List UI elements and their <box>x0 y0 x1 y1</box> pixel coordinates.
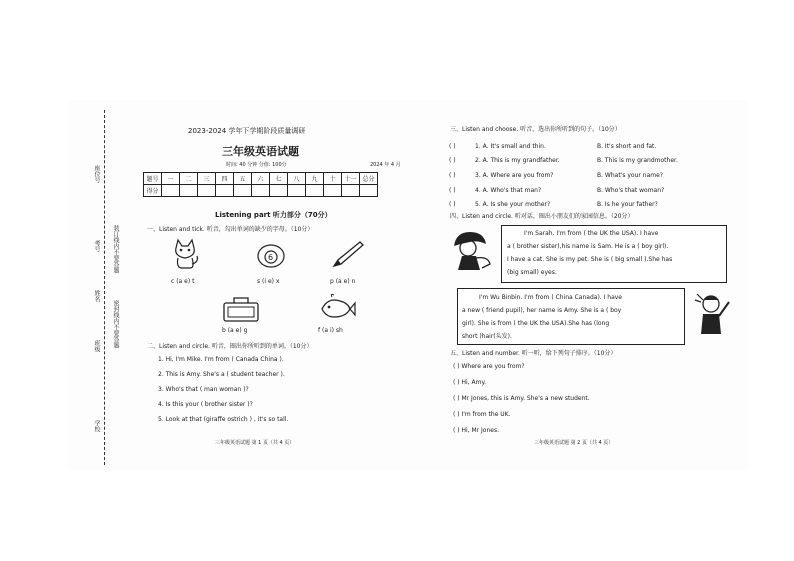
q3-option-a-2: 2. A. This is my grandfather. <box>475 157 560 164</box>
school-label: 学校 <box>93 420 100 432</box>
q1-option-5[interactable]: f (a i) sh <box>318 327 343 334</box>
q3-paren-5[interactable]: ( ) <box>449 201 456 208</box>
girl-with-cat-icon <box>448 228 494 272</box>
class-label: 班级 <box>93 340 100 352</box>
q3-paren-2[interactable]: ( ) <box>449 157 456 164</box>
score-cell: 九 <box>306 173 324 185</box>
score-input[interactable] <box>216 185 234 197</box>
score-cell: 五 <box>234 173 252 185</box>
q3-option-a-4: 4. A. Who's that man? <box>475 187 542 194</box>
q3-option-b-1: B. It's short and fat. <box>597 143 657 150</box>
q3-option-b-4: B. Who's that woman? <box>597 187 665 194</box>
sarah-line-4[interactable]: (big small) eyes. <box>507 269 557 276</box>
binbin-line-2[interactable]: a new ( friend pupil), her name is Amy. She is a ( boy <box>462 307 622 314</box>
q2-item-4[interactable]: 4. Is this your ( brother sister )? <box>158 401 253 408</box>
score-cell: 三 <box>198 173 216 185</box>
q1-option-4[interactable]: b (a e) g <box>222 327 248 334</box>
q3-paren-3[interactable]: ( ) <box>449 172 456 179</box>
score-cell: 一 <box>162 173 180 185</box>
q3-option-b-2: B. This is my grandmother. <box>597 157 678 164</box>
score-cell: 六 <box>252 173 270 185</box>
fish-icon <box>318 293 356 323</box>
sarah-line-3[interactable]: I have a cat. She is my pet. She is ( big small ).She has <box>507 256 673 263</box>
score-input[interactable] <box>342 185 360 197</box>
score-table <box>143 172 378 197</box>
q5-item-3[interactable]: ( ) Mr Jones, this is Amy. She's a new student. <box>453 395 590 402</box>
sarah-line-2[interactable]: a ( brother sister),his name is Sam. He is a ( boy girl). <box>507 243 669 250</box>
q3-paren-1[interactable]: ( ) <box>449 143 456 150</box>
score-row-headers <box>144 173 378 185</box>
q3-option-a-5: 5. A. Is she your mother? <box>475 201 551 208</box>
score-input[interactable] <box>324 185 342 197</box>
q1-option-2[interactable]: s (i e) x <box>257 278 280 285</box>
svg-text:6: 6 <box>268 253 274 262</box>
q5-item-2[interactable]: ( ) Hi, Amy. <box>453 379 487 386</box>
score-row-values <box>144 185 378 197</box>
listening-part-heading: Listening part 听力部分（70分） <box>215 211 332 219</box>
score-input[interactable] <box>198 185 216 197</box>
boy-waving-icon <box>693 292 733 336</box>
q3-option-a-3: 3. A. Where are you from? <box>475 172 554 179</box>
score-cell: 七 <box>270 173 288 185</box>
six-clock-icon <box>256 243 286 269</box>
q2-item-2[interactable]: 2. This is Amy. She's a ( student teacher ). <box>158 371 285 378</box>
score-input[interactable] <box>306 185 324 197</box>
q5-item-5[interactable]: ( ) Hi, Mr Jones. <box>453 427 500 434</box>
q2-item-5[interactable]: 5. Look at that (giraffe ostrich ) , it's so tall. <box>158 416 289 423</box>
q3-option-b-3: B. What's your name? <box>597 172 663 179</box>
q1-option-1[interactable]: c (a e) t <box>171 278 195 285</box>
name-label: 姓名 <box>93 290 100 302</box>
q2-item-1[interactable]: 1. Hi, I'm Mike. I'm from ( Canada China ). <box>158 356 284 363</box>
q1-title: 一、Listen and tick. 听音，勾出单词的缺少的字母。（10分） <box>147 226 314 233</box>
cat-icon <box>170 238 200 270</box>
pen-icon <box>330 238 366 270</box>
score-cell: 八 <box>288 173 306 185</box>
page-title: 三年级英语试题 <box>222 145 299 158</box>
exam-sheet <box>68 100 748 470</box>
score-input[interactable] <box>234 185 252 197</box>
exam-number-label: 考号 <box>93 240 100 252</box>
binbin-line-4[interactable]: short )hair(头发). <box>462 333 512 340</box>
score-cell: 总分 <box>360 173 378 185</box>
score-input[interactable] <box>288 185 306 197</box>
q3-option-a-1: 1. A. It's small and thin. <box>475 143 546 150</box>
seal-note: 密封线内不要答题 <box>112 300 119 348</box>
binbin-line-1[interactable]: I'm Wu Binbin. I'm from ( China Canada). I have <box>479 294 622 301</box>
score-input[interactable] <box>252 185 270 197</box>
q2-item-3[interactable]: 3. Who's that ( man woman )? <box>158 386 249 393</box>
score-cell: 十 <box>324 173 342 185</box>
score-input[interactable] <box>162 185 180 197</box>
score-input[interactable] <box>270 185 288 197</box>
page2-footer: 三年级英语试题 第 2 页（共 4 页） <box>534 440 614 446</box>
binding-line <box>104 110 105 465</box>
score-cell: 得分 <box>144 185 162 197</box>
score-input[interactable] <box>180 185 198 197</box>
binbin-line-3[interactable]: girl). She is from ( the UK the USA).She has (long <box>462 320 610 327</box>
school-year: 2023-2024 学年下学期阶段质量调研 <box>188 127 306 135</box>
exam-date: 2024 年 4 月 <box>370 162 401 168</box>
q5-item-4[interactable]: ( ) I'm from the UK. <box>453 411 511 418</box>
q4-title: 四、Listen and circle. 听对话，圈出小朋友们的家园信息。（20分） <box>450 213 634 220</box>
q3-option-b-5: B. Is he your father? <box>597 201 658 208</box>
score-input[interactable] <box>360 185 378 197</box>
page1-footer: 三年级英语试题 第 1 页（共 4 页） <box>215 440 295 446</box>
q5-item-1[interactable]: ( ) Where are you from? <box>453 363 525 370</box>
q3-paren-4[interactable]: ( ) <box>449 187 456 194</box>
score-cell: 二 <box>180 173 198 185</box>
bag-icon <box>220 295 262 323</box>
score-cell: 四 <box>216 173 234 185</box>
binding-note: 装订线内不要答题 <box>112 225 119 273</box>
exam-meta: 时间: 40 分钟 分值: 100分 <box>226 162 287 168</box>
sarah-line-1[interactable]: I'm Sarah. I'm from ( the UK the USA). I have <box>524 230 659 237</box>
score-cell: 题号 <box>144 173 162 185</box>
score-cell: 十一 <box>342 173 360 185</box>
q5-title: 五、Listen and number. 听一听，给下列句子排序。（10分） <box>450 350 617 357</box>
seat-label: 座位号 <box>93 165 100 183</box>
q2-title: 二、Listen and circle. 听音，圈出你所听到的单词。（10分） <box>147 343 313 350</box>
q1-option-3[interactable]: p (a e) n <box>330 278 356 285</box>
q3-title: 三、Listen and choose. 听音，选出你所听到的句子。（10分） <box>450 126 621 133</box>
